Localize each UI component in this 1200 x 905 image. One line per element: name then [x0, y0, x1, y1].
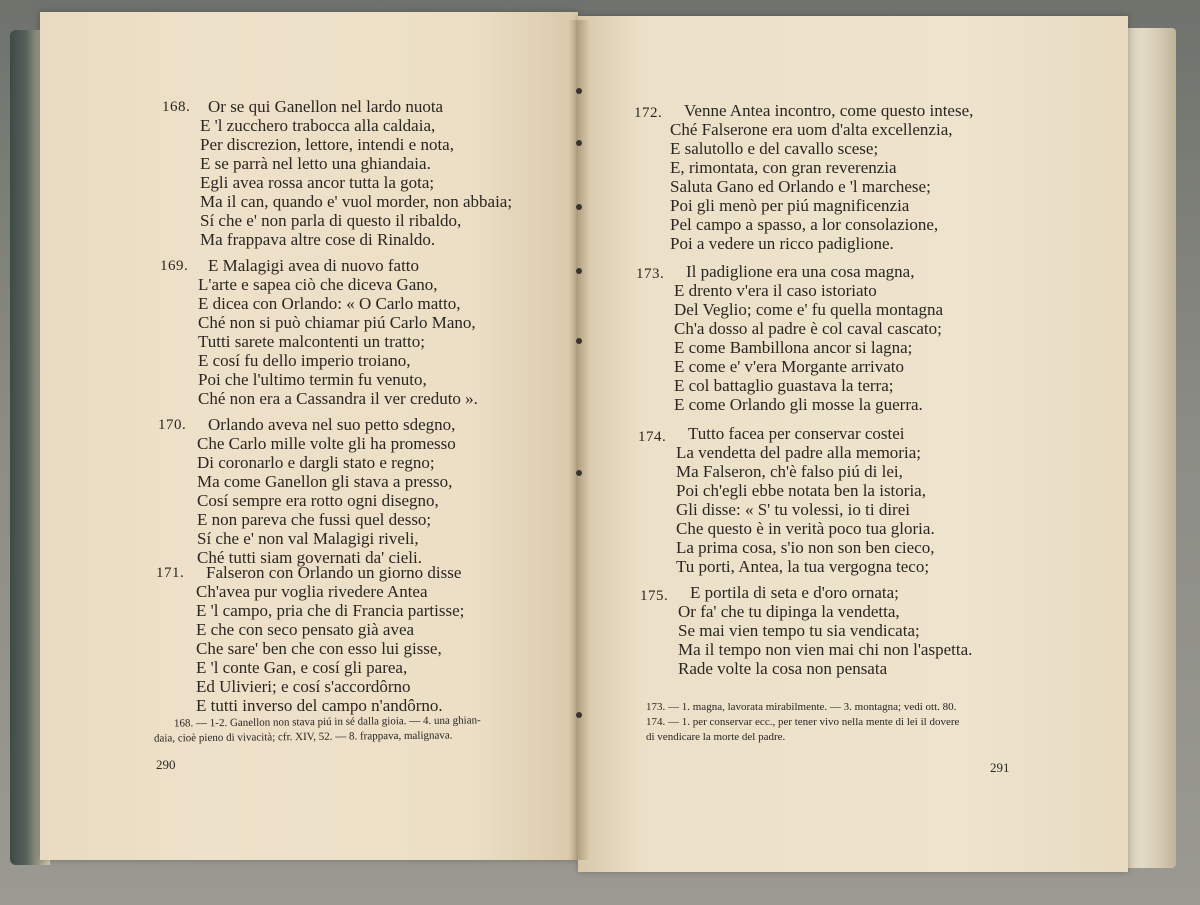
binding-stitch — [576, 204, 582, 210]
verse-line: Per discrezion, lettore, intendi e nota, — [200, 135, 454, 154]
verse-line: E 'l zucchero trabocca alla caldaia, — [200, 116, 436, 135]
verse-line: Che questo è in verità poco tua gloria. — [676, 519, 935, 538]
verse-line: Poi a vedere un ricco padiglione. — [670, 234, 894, 253]
stanza-number: 171. — [156, 565, 185, 581]
page-number: 291 — [990, 760, 1010, 775]
verse-line: E dicea con Orlando: « O Carlo matto, — [198, 294, 461, 313]
binding-stitch — [576, 338, 582, 344]
verse-line: Gli disse: « S' tu volessi, io ti direi — [676, 500, 910, 519]
footnote-line: 173. — 1. magna, lavorata mirabilmente. — 3. montagna; vedi ott. 80. — [646, 701, 957, 713]
verse-line: Poi gli menò per piú magnificenzia — [670, 196, 910, 215]
verse-line: E tutti inverso del campo n'andôrno. — [196, 696, 443, 715]
verse-line: E se parrà nel letto una ghiandaia. — [200, 154, 431, 173]
verse-line: E Malagigi avea di nuovo fatto — [208, 256, 420, 275]
stanza-number: 168. — [162, 99, 191, 115]
binding-stitch — [576, 470, 582, 476]
verse-line: Ch'a dosso al padre è col caval cascato; — [674, 319, 942, 338]
footnote-line: daia, cioè pieno di vivacità; cfr. XIV, 52. — 8. frappava, malignava. — [153, 729, 453, 745]
verse-line: E cosí fu dello imperio troiano, — [198, 351, 411, 370]
book-gutter — [568, 20, 590, 860]
verse-line: E col battaglio guastava la terra; — [674, 376, 894, 395]
verse-line: Or se qui Ganellon nel lardo nuota — [208, 97, 444, 116]
verse-line: Ché tutti siam governati da' cieli. — [197, 548, 422, 567]
verse-line: E, rimontata, con gran reverenzia — [670, 158, 897, 177]
verse-line: Venne Antea incontro, come questo intese, — [684, 101, 974, 120]
verse-line: Egli avea rossa ancor tutta la gota; — [200, 173, 435, 192]
verse-line: E 'l conte Gan, e cosí gli parea, — [196, 658, 408, 677]
verse-line: E come Bambillona ancor si lagna; — [674, 338, 913, 357]
footnote-line: 168. — 1-2. Ganellon non stava piú in sé dalla gioia. — 4. una ghian- — [173, 714, 481, 730]
verse-line: Ma Falseron, ch'è falso piú di lei, — [676, 462, 903, 481]
stanza-number: 174. — [638, 429, 667, 445]
verse-line: Ma il tempo non vien mai chi non l'aspetta. — [678, 640, 973, 659]
stanza-number: 170. — [158, 417, 187, 433]
verse-line: Ché non si può chiamar piú Carlo Mano, — [198, 313, 476, 332]
binding-stitch — [576, 140, 582, 146]
verse-line: Tutto facea per conservar costei — [688, 424, 905, 443]
verse-line: Ché non era a Cassandra il ver creduto ». — [198, 389, 478, 408]
verse-line: E che con seco pensato già avea — [196, 620, 415, 639]
verse-line: Pel campo a spasso, a lor consolazione, — [670, 215, 939, 234]
verse-line: Poi che l'ultimo termin fu venuto, — [198, 370, 427, 389]
verse-line: Che sare' ben che con esso lui gisse, — [196, 639, 442, 658]
verse-line: La prima cosa, s'io non son ben cieco, — [676, 538, 935, 557]
verse-line: Ché Falserone era uom d'alta excellenzia, — [670, 120, 953, 139]
verse-line: La vendetta del padre alla memoria; — [676, 443, 921, 462]
verse-line: Cosí sempre era rotto ogni disegno, — [197, 491, 439, 510]
verse-line: Sí che e' non parla di questo il ribaldo, — [200, 211, 462, 230]
stanza-number: 169. — [160, 258, 189, 274]
verse-line: Ma il can, quando e' vuol morder, non abbaia; — [200, 192, 513, 211]
verse-line: L'arte e sapea ciò che diceva Gano, — [198, 275, 438, 294]
verse-line: Orlando aveva nel suo petto sdegno, — [208, 415, 456, 434]
binding-stitch — [576, 88, 582, 94]
footnote-line: 174. — 1. per conservar ecc., per tener vivo nella mente di lei il dovere — [646, 716, 960, 728]
verse-line: Il padiglione era una cosa magna, — [686, 262, 915, 281]
verse-line: E portila di seta e d'oro ornata; — [690, 583, 899, 602]
verse-line: Ma come Ganellon gli stava a presso, — [197, 472, 453, 491]
verse-line: E non pareva che fussi quel desso; — [197, 510, 432, 529]
stanza-number: 173. — [636, 266, 665, 282]
left-page — [40, 12, 578, 860]
verse-line: Che Carlo mille volte gli ha promesso — [197, 434, 456, 453]
verse-line: E salutollo e del cavallo scese; — [670, 139, 879, 158]
verse-line: Tu porti, Antea, la tua vergogna teco; — [676, 557, 930, 576]
stanza-number: 175. — [640, 588, 669, 604]
binding-stitch — [576, 712, 582, 718]
verse-line: Del Veglio; come e' fu quella montagna — [674, 300, 944, 319]
verse-line: Ch'avea pur voglia rivedere Antea — [196, 582, 428, 601]
verse-line: Ed Ulivieri; e cosí s'accordôrno — [196, 677, 411, 696]
page-number: 290 — [156, 757, 176, 772]
verse-line: Tutti sarete malcontenti un tratto; — [198, 332, 425, 351]
verse-line: Or fa' che tu dipinga la vendetta, — [678, 602, 900, 621]
right-page — [578, 16, 1128, 872]
verse-line: Saluta Gano ed Orlando e 'l marchese; — [670, 177, 931, 196]
footnote-line: di vendicare la morte del padre. — [646, 731, 786, 743]
verse-line: Ma frappava altre cose di Rinaldo. — [200, 230, 436, 249]
verse-line: E drento v'era il caso istoriato — [674, 281, 877, 300]
verse-line: Rade volte la cosa non pensata — [678, 659, 888, 678]
verse-line: E come e' v'era Morgante arrivato — [674, 357, 905, 376]
verse-line: Sí che e' non val Malagigi riveli, — [197, 529, 419, 548]
stanza-number: 172. — [634, 105, 663, 121]
verse-line: E come Orlando gli mosse la guerra. — [674, 395, 923, 414]
verse-line: Falseron con Orlando un giorno disse — [206, 563, 462, 582]
verse-line: Se mai vien tempo tu sia vendicata; — [678, 621, 920, 640]
binding-stitch — [576, 268, 582, 274]
verse-line: Poi ch'egli ebbe notata ben la istoria, — [676, 481, 926, 500]
verse-line: E 'l campo, pria che di Francia partisse; — [196, 601, 465, 620]
verse-line: Di coronarlo e dargli stato e regno; — [197, 453, 435, 472]
